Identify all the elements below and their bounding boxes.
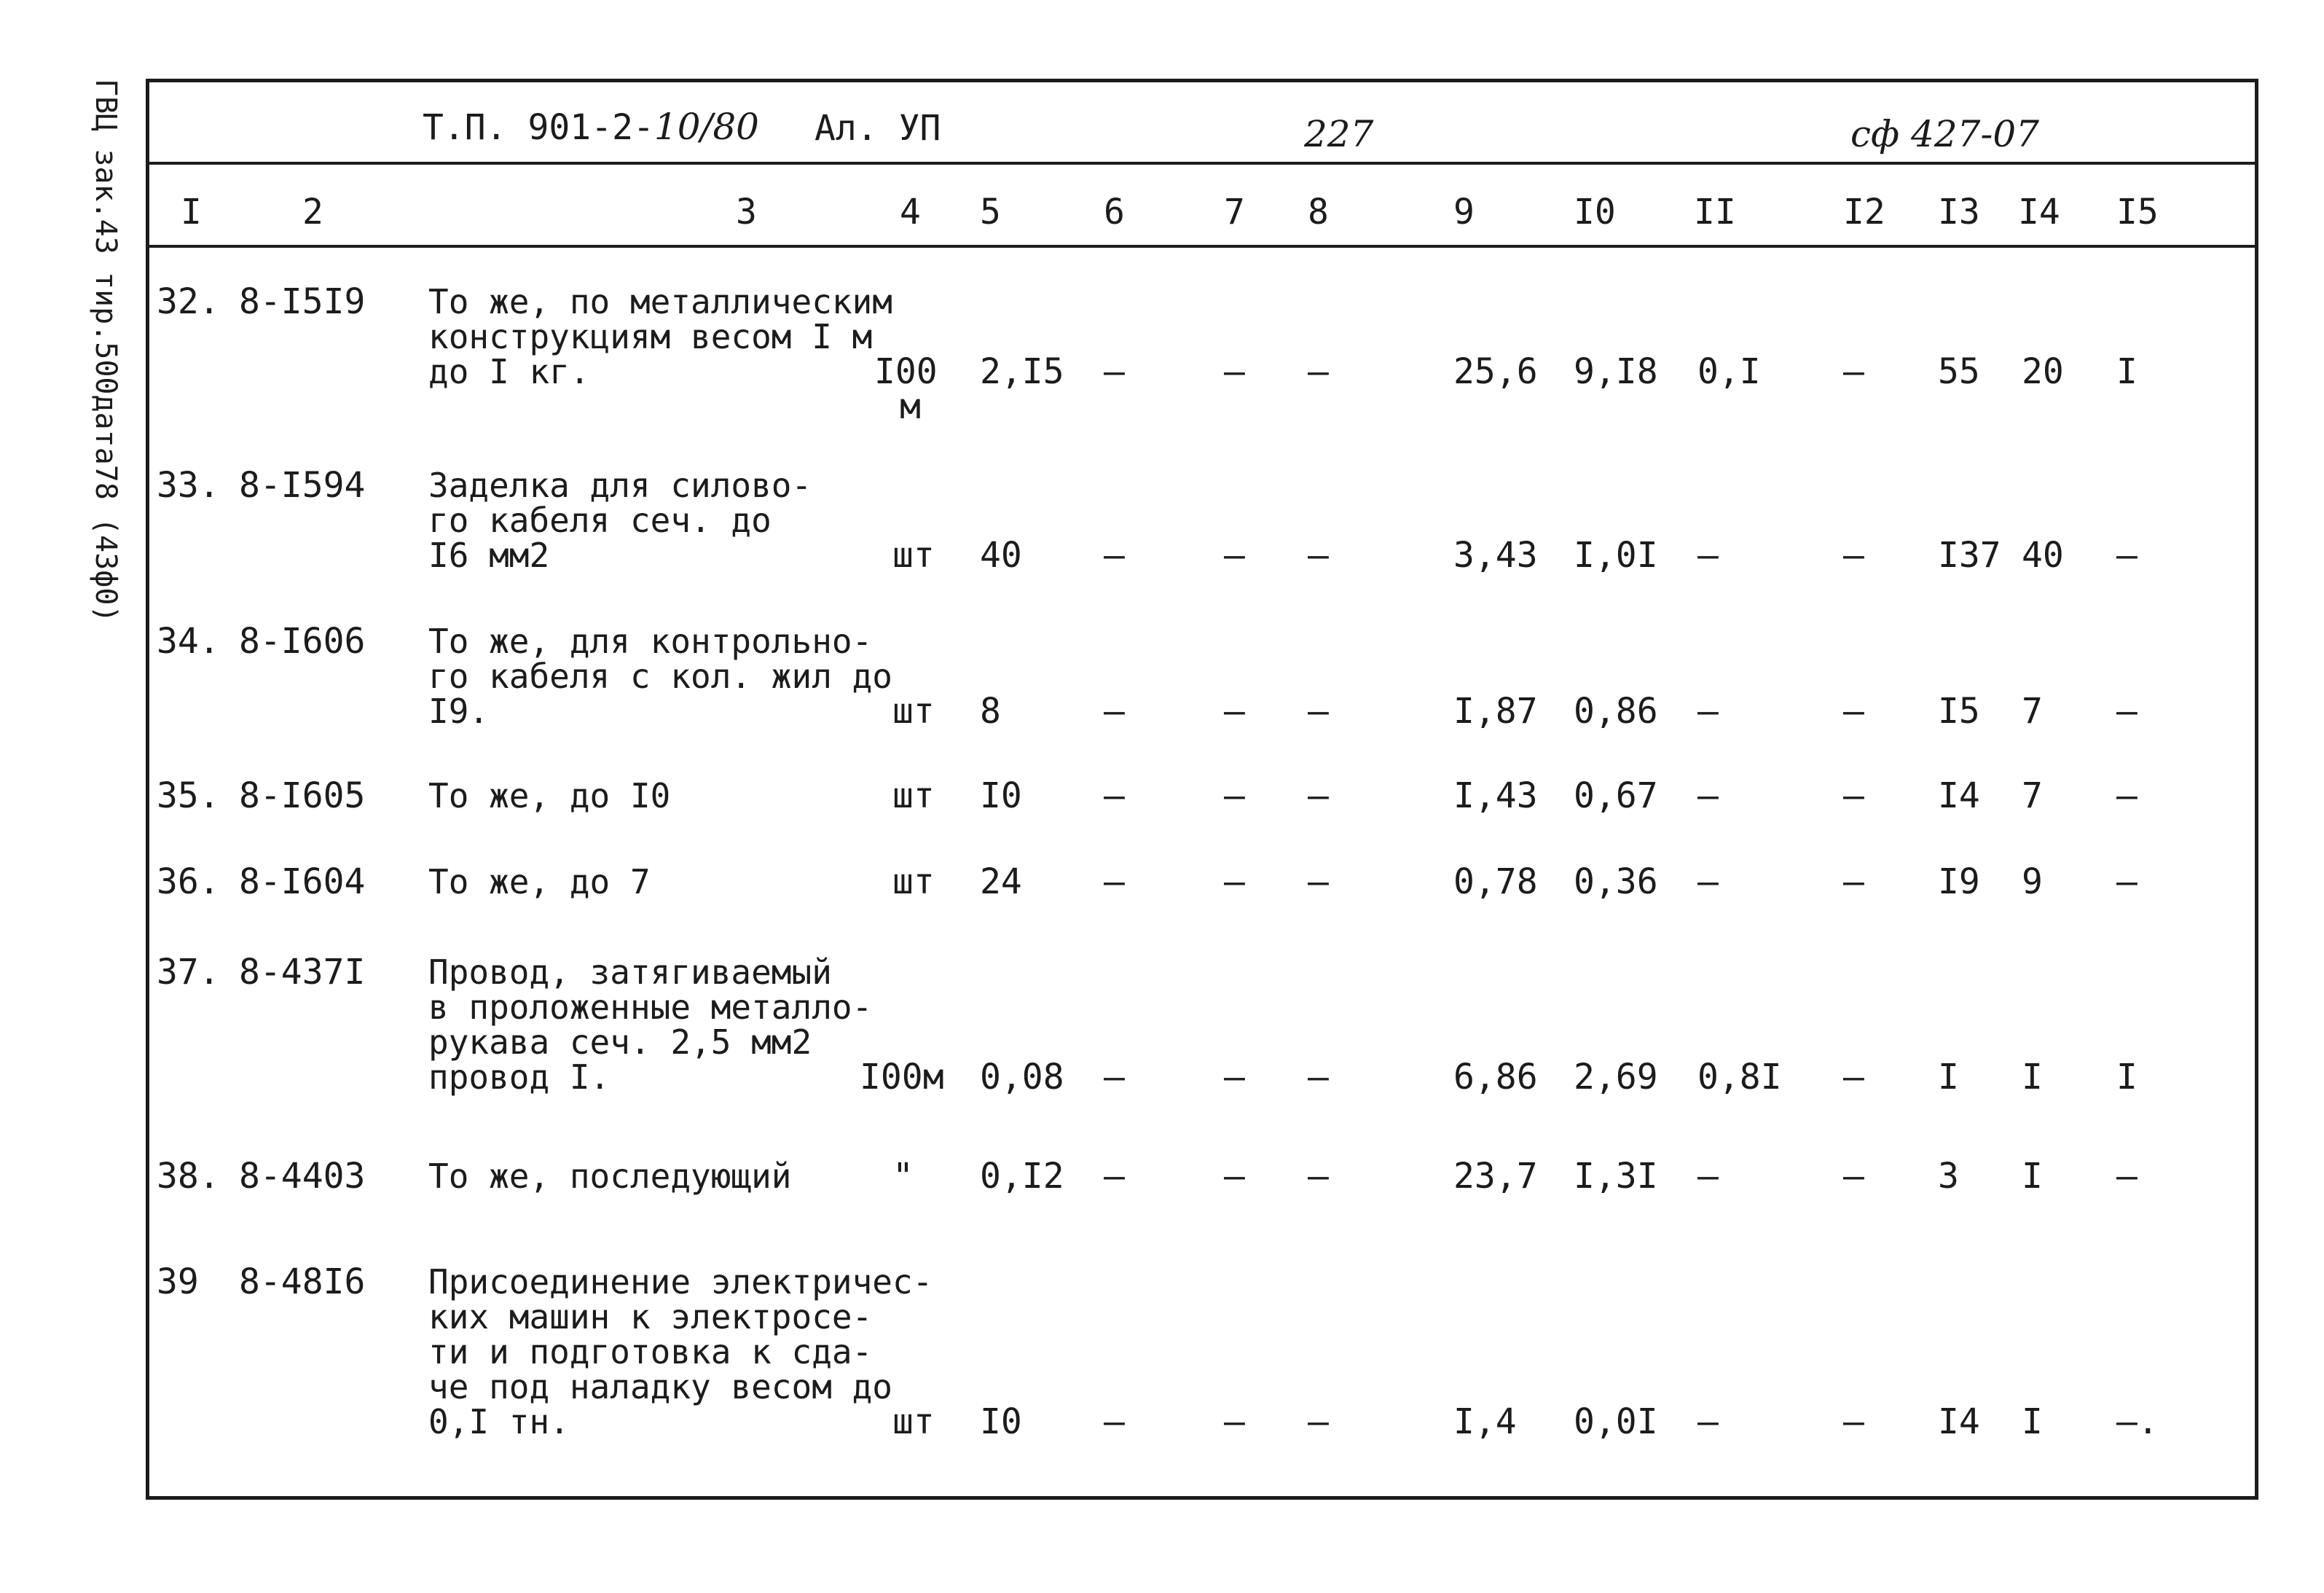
value-c5: 0,08 bbox=[980, 1057, 1064, 1097]
value-c13: I37 bbox=[1938, 535, 2001, 576]
margin-note-text: ГВЦ зак.43 тир.500дата78 (43ф0) bbox=[89, 79, 122, 623]
value-c14: I bbox=[2022, 1401, 2043, 1442]
value-c7: – bbox=[1224, 1401, 1245, 1442]
norm-code: 8-437I bbox=[239, 952, 366, 993]
project-suffix: 10/80 bbox=[653, 106, 759, 148]
value-c13: I4 bbox=[1938, 1401, 1980, 1442]
value-c14: I bbox=[2022, 1156, 2043, 1197]
work-description-line: То же, последующий bbox=[428, 1156, 792, 1196]
work-description-line: до I кг. bbox=[428, 352, 590, 391]
work-description-line: Заделка для силово- bbox=[428, 466, 812, 505]
value-c6: – bbox=[1104, 861, 1125, 902]
row-number: 38. bbox=[157, 1156, 220, 1197]
value-c13: 55 bbox=[1938, 351, 1980, 392]
value-c12: – bbox=[1843, 535, 1864, 576]
norm-code: 8-I594 bbox=[239, 465, 366, 506]
column-number: I0 bbox=[1574, 192, 1616, 232]
unit: I00 bbox=[874, 351, 938, 392]
value-c6: – bbox=[1104, 691, 1125, 732]
row-number: 36. bbox=[157, 861, 220, 902]
value-c6: – bbox=[1104, 1057, 1125, 1097]
value-c15: – bbox=[2116, 535, 2137, 576]
value-c5: 24 bbox=[980, 861, 1022, 902]
value-c12: – bbox=[1843, 861, 1864, 902]
value-c7: – bbox=[1224, 1156, 1245, 1197]
value-c14: 9 bbox=[2022, 861, 2043, 902]
value-c9: 23,7 bbox=[1453, 1156, 1538, 1197]
value-c9: I,43 bbox=[1453, 775, 1538, 816]
value-c13: I9 bbox=[1938, 861, 1980, 902]
work-description-line: I6 мм2 bbox=[428, 536, 550, 575]
row-number: 33. bbox=[157, 465, 220, 506]
value-c13: I5 bbox=[1938, 691, 1980, 732]
value-c15: I bbox=[2116, 1057, 2137, 1097]
value-c9: I,87 bbox=[1453, 691, 1538, 732]
value-c13: I bbox=[1938, 1057, 1959, 1097]
column-number: 8 bbox=[1308, 192, 1329, 232]
value-c12: – bbox=[1843, 1156, 1864, 1197]
value-c8: – bbox=[1308, 775, 1329, 816]
work-description-line: То же, для контрольно- bbox=[428, 622, 873, 661]
value-c9: 3,43 bbox=[1453, 535, 1538, 576]
unit: шт bbox=[892, 861, 935, 902]
column-number: 4 bbox=[900, 192, 921, 232]
work-description-line: Присоединение электричес- bbox=[428, 1262, 933, 1302]
value-c10: 0,86 bbox=[1574, 691, 1658, 732]
value-c10: 0,67 bbox=[1574, 775, 1658, 816]
value-c7: – bbox=[1224, 775, 1245, 816]
value-c8: – bbox=[1308, 691, 1329, 732]
value-c13: I4 bbox=[1938, 775, 1980, 816]
value-c9: I,4 bbox=[1453, 1401, 1517, 1442]
value-c8: – bbox=[1308, 1156, 1329, 1197]
norm-code: 8-I606 bbox=[239, 621, 366, 662]
value-c5: 2,I5 bbox=[980, 351, 1064, 392]
value-c8: – bbox=[1308, 351, 1329, 392]
margin-note bbox=[57, 79, 137, 623]
work-description-line: ти и подготовка к сда- bbox=[428, 1332, 873, 1371]
work-description-line: Провод, затягиваемый bbox=[428, 952, 832, 992]
header-rule bbox=[149, 162, 2255, 165]
work-description-line: То же, до 7 bbox=[428, 862, 651, 901]
work-description-line: конструкциям весом I м bbox=[428, 317, 873, 356]
value-c15: I bbox=[2116, 351, 2137, 392]
value-c11: – bbox=[1697, 691, 1719, 732]
value-c12: – bbox=[1843, 1057, 1864, 1097]
project-prefix: Т.П. 901-2- bbox=[423, 107, 654, 148]
norm-code: 8-48I6 bbox=[239, 1261, 366, 1302]
value-c10: I,0I bbox=[1574, 535, 1658, 576]
unit: " bbox=[892, 1156, 914, 1197]
value-c8: – bbox=[1308, 1401, 1329, 1442]
work-description-line: в проложенные металло- bbox=[428, 987, 873, 1027]
value-c14: I bbox=[2022, 1057, 2043, 1097]
column-number: 9 bbox=[1453, 192, 1475, 232]
value-c7: – bbox=[1224, 535, 1245, 576]
value-c12: – bbox=[1843, 691, 1864, 732]
value-c15: – bbox=[2116, 691, 2137, 732]
value-c7: – bbox=[1224, 351, 1245, 392]
column-number: I bbox=[181, 192, 202, 232]
unit: шт bbox=[892, 775, 935, 816]
norm-code: 8-I604 bbox=[239, 861, 366, 902]
work-description-line: То же, по металлическим bbox=[428, 282, 892, 321]
value-c5: 0,I2 bbox=[980, 1156, 1064, 1197]
value-c8: – bbox=[1308, 535, 1329, 576]
value-c10: 0,0I bbox=[1574, 1401, 1658, 1442]
value-c6: – bbox=[1104, 535, 1125, 576]
column-header-rule bbox=[149, 245, 2255, 248]
value-c14: 40 bbox=[2022, 535, 2064, 576]
album-label: Ал. УП bbox=[814, 108, 941, 149]
column-number: I5 bbox=[2116, 192, 2159, 232]
unit: I00м bbox=[860, 1057, 944, 1097]
value-c10: 2,69 bbox=[1574, 1057, 1658, 1097]
unit-continued: м bbox=[900, 386, 921, 427]
value-c15: – bbox=[2116, 861, 2137, 902]
work-description-line: I9. bbox=[428, 692, 490, 731]
work-description-line: го кабеля сеч. до bbox=[428, 501, 772, 540]
column-number: I2 bbox=[1843, 192, 1885, 232]
unit: шт bbox=[892, 1401, 935, 1442]
page-number: 227 bbox=[1304, 113, 1374, 155]
value-c15: – bbox=[2116, 775, 2137, 816]
value-c14: 20 bbox=[2022, 351, 2064, 392]
project-number bbox=[423, 106, 759, 148]
row-number: 34. bbox=[157, 621, 220, 662]
value-c13: 3 bbox=[1938, 1156, 1959, 1197]
column-number: I3 bbox=[1938, 192, 1980, 232]
unit: шт bbox=[892, 691, 935, 732]
value-c11: 0,I bbox=[1697, 351, 1761, 392]
value-c8: – bbox=[1308, 861, 1329, 902]
row-number: 37. bbox=[157, 952, 220, 993]
norm-code: 8-I605 bbox=[239, 775, 366, 816]
value-c10: I,3I bbox=[1574, 1156, 1658, 1197]
column-number: 2 bbox=[302, 192, 323, 232]
row-number: 32. bbox=[157, 281, 220, 322]
work-description-line: 0,I тн. bbox=[428, 1402, 570, 1441]
value-c11: – bbox=[1697, 861, 1719, 902]
value-c9: 25,6 bbox=[1453, 351, 1538, 392]
column-number: II bbox=[1694, 192, 1736, 232]
value-c11: – bbox=[1697, 535, 1719, 576]
value-c10: 9,I8 bbox=[1574, 351, 1658, 392]
value-c5: I0 bbox=[980, 1401, 1022, 1442]
value-c12: – bbox=[1843, 351, 1864, 392]
column-number: 3 bbox=[736, 192, 757, 232]
value-c9: 0,78 bbox=[1453, 861, 1538, 902]
work-description-line: провод I. bbox=[428, 1057, 611, 1097]
value-c14: 7 bbox=[2022, 775, 2043, 816]
work-description-line: То же, до I0 bbox=[428, 776, 671, 815]
column-number: I4 bbox=[2018, 192, 2060, 232]
value-c6: – bbox=[1104, 775, 1125, 816]
work-description-line: го кабеля с кол. жил до bbox=[428, 657, 892, 696]
sheet-code: сф 427-07 bbox=[1850, 113, 2039, 155]
value-c15: –. bbox=[2116, 1401, 2159, 1442]
value-c6: – bbox=[1104, 351, 1125, 392]
value-c7: – bbox=[1224, 861, 1245, 902]
work-description-line: рукава сеч. 2,5 мм2 bbox=[428, 1022, 812, 1062]
value-c15: – bbox=[2116, 1156, 2137, 1197]
unit: шт bbox=[892, 535, 935, 576]
value-c14: 7 bbox=[2022, 691, 2043, 732]
row-number: 35. bbox=[157, 775, 220, 816]
work-description-line: че под наладку весом до bbox=[428, 1367, 892, 1406]
norm-code: 8-I5I9 bbox=[239, 281, 366, 322]
value-c11: – bbox=[1697, 1156, 1719, 1197]
value-c7: – bbox=[1224, 1057, 1245, 1097]
value-c5: I0 bbox=[980, 775, 1022, 816]
value-c9: 6,86 bbox=[1453, 1057, 1538, 1097]
value-c7: – bbox=[1224, 691, 1245, 732]
value-c6: – bbox=[1104, 1401, 1125, 1442]
value-c8: – bbox=[1308, 1057, 1329, 1097]
value-c12: – bbox=[1843, 775, 1864, 816]
value-c11: 0,8I bbox=[1697, 1057, 1782, 1097]
value-c5: 40 bbox=[980, 535, 1022, 576]
value-c10: 0,36 bbox=[1574, 861, 1658, 902]
value-c11: – bbox=[1697, 775, 1719, 816]
norm-code: 8-4403 bbox=[239, 1156, 366, 1197]
column-number: 5 bbox=[980, 192, 1001, 232]
work-description-line: ких машин к электросе- bbox=[428, 1297, 873, 1336]
value-c6: – bbox=[1104, 1156, 1125, 1197]
row-number: 39 bbox=[157, 1261, 199, 1302]
column-number: 7 bbox=[1224, 192, 1245, 232]
value-c11: – bbox=[1697, 1401, 1719, 1442]
value-c12: – bbox=[1843, 1401, 1864, 1442]
column-number: 6 bbox=[1104, 192, 1125, 232]
value-c5: 8 bbox=[980, 691, 1001, 732]
